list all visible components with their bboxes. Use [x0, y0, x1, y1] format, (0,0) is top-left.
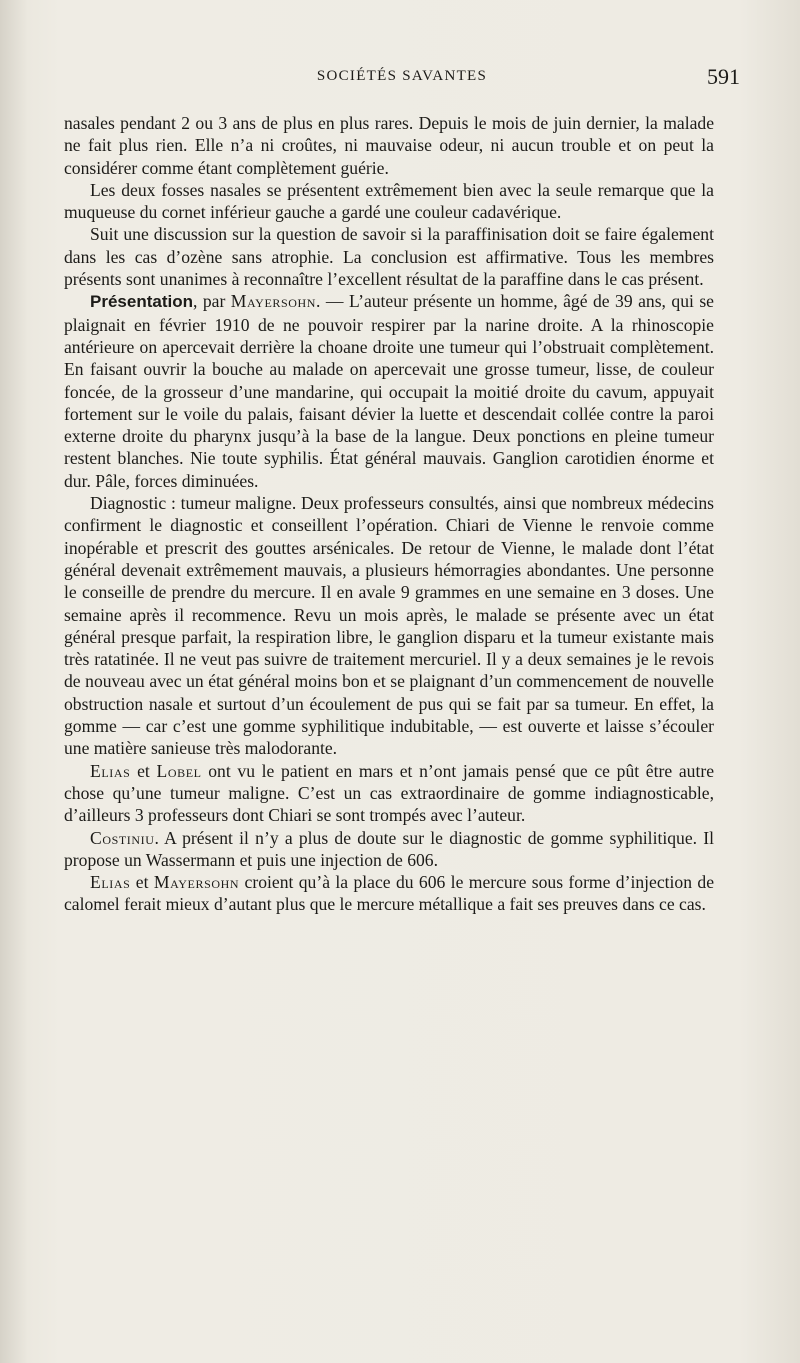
- paragraph-diagnostic: Diagnostic : tumeur maligne. Deux professeurs consultés, ainsi que nombreux médecins confirment le diagnostic et conseillent l’opération. Chiari de Vienne le renvoie comme inopérable et prescrit des gouttes arsénicales. De retour de Vienne, le malade dont l’état général devenait extrêmement mauvais, a plusieurs hémorragies abondantes. Une personne le conseille de prendre du mercure. Il en avale 9 grammes en une semaine en 3 doses. Une semaine après il recommence. Revu un mois après, le malade se présente avec un état général presque parfait, la respiration libre, le ganglion disparu et la tumeur existante mais très ratatinée. Il ne veut pas suivre de traitement mercuriel. Il y a deux semaines je le revois de nouveau avec un état général moins bon et se plaignant d’un commencement de nouvelle obstruction nasale et surtout d’un écoulement de pus qui se fait par sa tumeur. En effet, la gomme — car c’est une gomme syphilitique indubitable, — est ouverte et laisse s’écouler une matière sanieuse très malodorante.: [64, 493, 714, 759]
- elias-mayersohn-text: croient qu’à la place du 606 le mercure sous forme d’injection de calomel ferait mieux d’autant plus que le mercure métallique a fait ses preuves dans ce cas.: [64, 872, 714, 915]
- paragraph-elias-lobel: [64, 760, 714, 827]
- presentation-text: . — L’auteur présente un homme, âgé de 39 ans, qui se plaignait en février 1910 de ne pouvoir respirer par la narine droite. A la rhinoscopie antérieure on apercevait derrière la choane droite une tumeur qui l’obstruait complètement. En faisant ouvrir la bouche au malade on apercevait une grosse tumeur, lisse, de couleur foncée, de la grosseur d’une mandarine, qui occupait la moitié droite du cavum, appuyait fortement sur le voile du palais, faisant dévier la luette et descendait collée contre la paroi externe droite du pharynx jusqu’à la base de la langue. Deux ponctions en pleine tumeur restent blanches. Nie toute syphilis. État général mauvais. Ganglion carotidien énorme et dur. Pâle, forces diminuées.: [64, 291, 714, 491]
- paragraph-elias-mayersohn: [64, 871, 714, 916]
- conjunction: et: [130, 760, 157, 781]
- paragraph-continued: nasales pendant 2 ou 3 ans de plus en plus rares. Depuis le mois de juin dernier, la malade ne fait plus rien. Elle n’a ni croûtes, ni mauvaise odeur, ni aucun trouble et on peut la considérer comme étant complètement guérie.: [64, 113, 714, 178]
- speaker-name-elias: Elias: [90, 760, 131, 781]
- speaker-name-costiniu: Costiniu: [90, 827, 155, 848]
- conjunction-2: et: [130, 872, 154, 893]
- author-name-mayersohn: Mayersohn: [230, 291, 317, 312]
- running-title: SOCIÉTÉS SAVANTES: [316, 68, 488, 84]
- page-number: 591: [707, 64, 740, 89]
- paragraph-fosses-nasales: Les deux fosses nasales se présentent extrêmement bien avec la seule remarque que la muqueuse du cornet inférieur gauche a gardé une couleur cadavérique.: [64, 179, 714, 223]
- speaker-name-mayersohn: Mayersohn: [153, 872, 240, 893]
- presentation-heading: Présentation: [90, 292, 193, 312]
- paragraph-presentation: [64, 290, 714, 492]
- speaker-name-elias-2: Elias: [90, 872, 131, 893]
- body-text: [64, 112, 714, 916]
- paragraph-costiniu: [64, 827, 714, 872]
- running-head: [64, 64, 740, 90]
- costiniu-text: . A présent il n’y a plus de doute sur le diagnostic de gomme syphilitique. Il propose un Wassermann et puis une injection de 606.: [64, 827, 714, 870]
- presentation-by: , par: [192, 291, 231, 312]
- elias-lobel-text: ont vu le patient en mars et n’ont jamais pensé que ce pût être autre chose qu’une tumeur maligne. C’est un cas extraordinaire de gomme indiagnosticable, d’ailleurs 3 professeurs dont Chiari se sont trompés avec l’auteur.: [64, 760, 715, 826]
- paragraph-discussion: Suit une discussion sur la question de savoir si la paraffinisation doit se faire également dans les cas d’ozène sans atrophie. La conclusion est affirmative. Tous les membres présents sont unanimes à reconnaître l’excellent résultat de la paraffine dans le cas présent.: [64, 224, 714, 290]
- speaker-name-lobel: Lobel: [156, 760, 202, 781]
